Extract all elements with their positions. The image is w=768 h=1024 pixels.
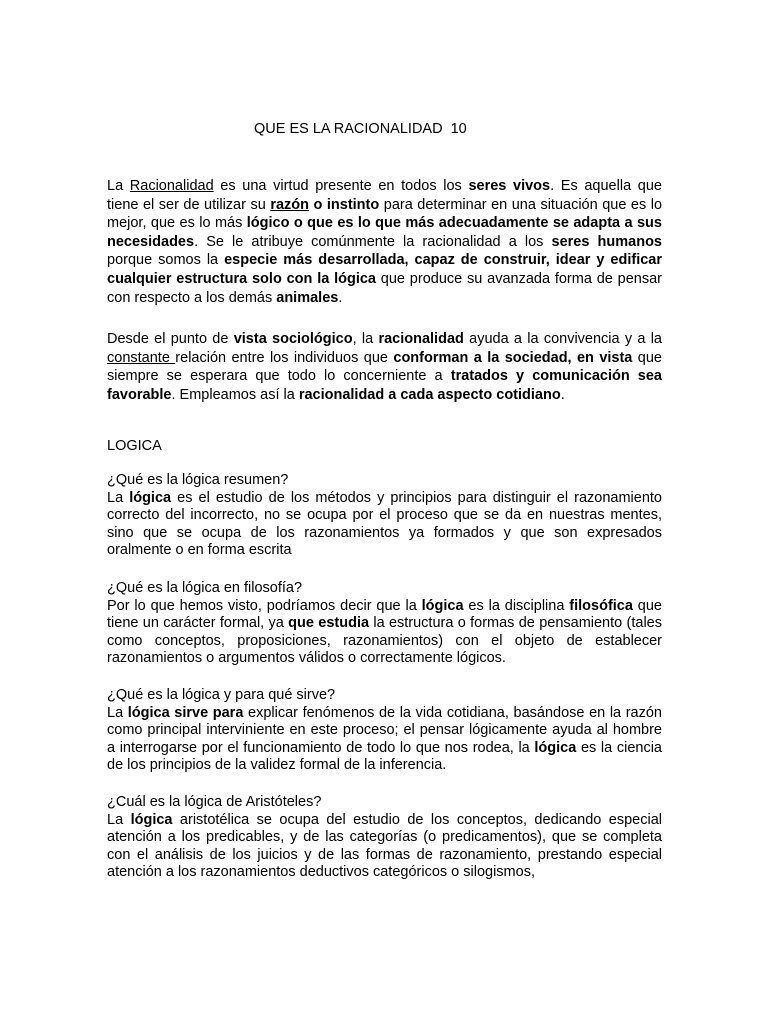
bold-term: lógica (129, 489, 172, 506)
bold-term: lógica (421, 597, 464, 614)
bold-term: especie más desarrollada, capaz de construir, idear y edificar cualquier estructura solo con la lógica (107, 252, 663, 287)
bold-term: o instinto (308, 196, 380, 213)
text: , la (352, 331, 379, 347)
question: ¿Qué es la lógica en filosofía? (107, 580, 303, 596)
bold-term: conforman a la sociedad, en vista (393, 349, 633, 366)
paragraph-racionalidad-definition (107, 177, 662, 307)
bold-term: lógico o que es lo que más adecuadamente se adapta a sus necesidades (107, 215, 662, 250)
answer: La lógica es el estudio de los métodos y principios para distinguir el razonamiento correcto del incorrecto, no se ocupa por el proceso que se da en nuestras mentes, sino que se ocupa de los razonamientos ya formados y que son expresados oralmente o en forma escrita (107, 489, 662, 558)
text: relación entre los individuos que (175, 349, 394, 366)
bold-term: seres humanos (551, 233, 662, 250)
text: ayuda a la convivencia y a la (463, 331, 662, 347)
bold-term: racionalidad (378, 331, 464, 347)
text: . Empleamos así la (171, 386, 299, 403)
text: que siempre se esperara que todo lo concerniente a (107, 349, 662, 385)
text: La (107, 178, 130, 194)
bold-term: seres vivos (468, 178, 551, 194)
bold-term: filosófica (569, 597, 633, 614)
text: . Se le atribuye comúnmente la racionalidad a los (194, 233, 552, 250)
answer: La lógica aristotélica se ocupa del estudio de los conceptos, dedicando especial atención a los predicables, y de las categorías (o predicamentos), que se completa con el análisis de los juicios y de las formas de razonamiento, prestando especial atención a los razonamientos deductivos categóricos o silogismos, (107, 811, 662, 880)
qa-block-aristoteles (107, 794, 662, 882)
underlined-term-constante: constante (107, 349, 176, 366)
bold-term: lógica sirve para (127, 704, 244, 721)
bold-term: lógica (130, 811, 173, 828)
text: . (560, 386, 565, 403)
bold-term: tratados y comunicación sea favorable (107, 368, 662, 403)
bold-term: racionalidad a cada aspecto cotidiano (298, 386, 561, 403)
text: Desde el punto de (107, 331, 234, 347)
text: porque somos la (107, 252, 225, 269)
text: que produce su avanzada forma de pensar con respecto a los demás (107, 270, 662, 306)
question: ¿Qué es la lógica y para qué sirve? (107, 687, 336, 703)
bold-term: animales (276, 289, 339, 306)
answer: Por lo que hemos visto, podríamos decir que la lógica es la disciplina filosófica que tiene un carácter formal, ya que estudia la estructura o formas de pensamiento (tales como conceptos, proposiciones, razonamientos) con el objeto de establecer razonamientos o argumentos válidos o correctamente lógicos. (107, 597, 662, 666)
underlined-term-racionalidad: Racionalidad (129, 178, 214, 194)
bold-underlined-term-razon: razón (270, 196, 309, 213)
text: es una virtud presente en todos los (213, 178, 469, 194)
paragraph-vista-sociologica (107, 330, 662, 404)
text: . (338, 289, 343, 306)
section-heading-logica: LOGICA (107, 438, 162, 454)
bold-term: vista sociológico (233, 331, 353, 347)
question: ¿Cuál es la lógica de Aristóteles? (107, 794, 322, 810)
document-title: QUE ES LA RACIONALIDAD 10 (254, 121, 467, 137)
qa-block-para-que-sirve (107, 687, 662, 775)
answer: La lógica sirve para explicar fenómenos de la vida cotidiana, basándose en la razón como principal interviniente en este proceso; el pensar lógicamente ayuda al hombre a interrogarse por el funcionamiento de todo lo que nos rodea, la lógica es la ciencia de los principios de la validez formal de la inferencia. (107, 704, 662, 773)
text: para determinar en una situación que es lo mejor, que es lo más (107, 196, 663, 232)
qa-block-resumen (107, 472, 662, 560)
qa-block-filosofia (107, 580, 662, 668)
bold-term: lógica (534, 739, 577, 756)
text: . Es aquella que tiene el ser de utilizar su (107, 178, 662, 213)
bold-term: que estudia (288, 615, 370, 631)
question: ¿Qué es la lógica resumen? (107, 472, 289, 488)
